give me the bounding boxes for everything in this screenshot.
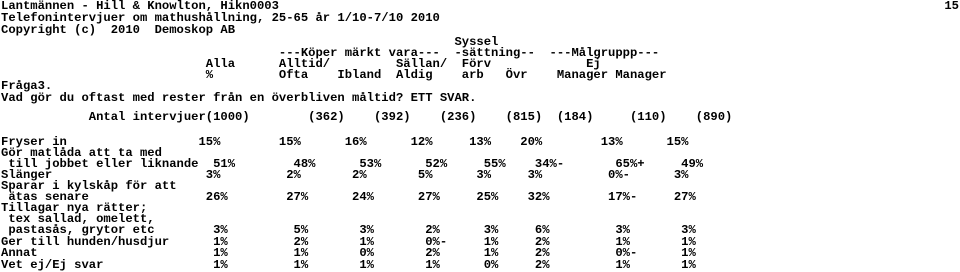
base-row: Antal intervjuer(1000) (362) (392) (236) (815) (184) (110) (890) bbox=[1, 110, 733, 124]
table-row: Sparar i kylskåp för att bbox=[1, 179, 177, 193]
question-id: Fråga3. bbox=[1, 79, 53, 93]
table-row: Gör matlåda att ta med bbox=[1, 146, 162, 160]
banner-row-3: Alla Alltid/ Sällan/ Förv Ej bbox=[1, 57, 601, 71]
banner-row-2: ---Köper märkt vara--- -sättning-- ---Målgruppp--- bbox=[1, 46, 660, 60]
report-title: Lantmännen - Hill & Knowlton, Hikn0003 bbox=[1, 0, 279, 13]
table-row: Fryser in 15% 15% 16% 12% 13% 20% 13% 15% bbox=[1, 135, 689, 149]
banner-row-1: Syssel bbox=[1, 35, 499, 49]
table-row: tex sallad, omelett, bbox=[1, 212, 155, 226]
banner-row-4: % Ofta Ibland Aldig arb Övr Manager Manager bbox=[1, 68, 667, 82]
copyright-line: Copyright (c) 2010 Demoskop AB bbox=[1, 23, 236, 37]
table-row: Ger till hunden/husdjur 1% 2% 1% 0%- 1% 2% 1% 1% bbox=[1, 235, 696, 249]
table-row: pastasås, grytor etc 3% 5% 3% 2% 3% 6% 3% 3% bbox=[1, 223, 696, 237]
table-row: Slänger 3% 2% 2% 5% 3% 3% 0%- 3% bbox=[1, 168, 689, 182]
table-row: Annat 1% 1% 0% 2% 1% 2% 0%- 1% bbox=[1, 246, 696, 260]
table-row: till jobbet eller liknande 51% 48% 53% 52% 55% 34%- 65%+ 49% bbox=[1, 157, 704, 171]
table-row: Vet ej/Ej svar 1% 1% 1% 1% 0% 2% 1% 1% bbox=[1, 258, 696, 272]
page-number: 15 bbox=[944, 0, 959, 13]
survey-description: Telefonintervjuer om mathushållning, 25-65 år 1/10-7/10 2010 bbox=[1, 11, 440, 25]
table-row: Tillagar nya rätter; bbox=[1, 201, 148, 215]
table-row: ätas senare 26% 27% 24% 27% 25% 32% 17%- 27% bbox=[1, 190, 696, 204]
question-text: Vad gör du oftast med rester från en överbliven måltid? ETT SVAR. bbox=[1, 91, 477, 105]
